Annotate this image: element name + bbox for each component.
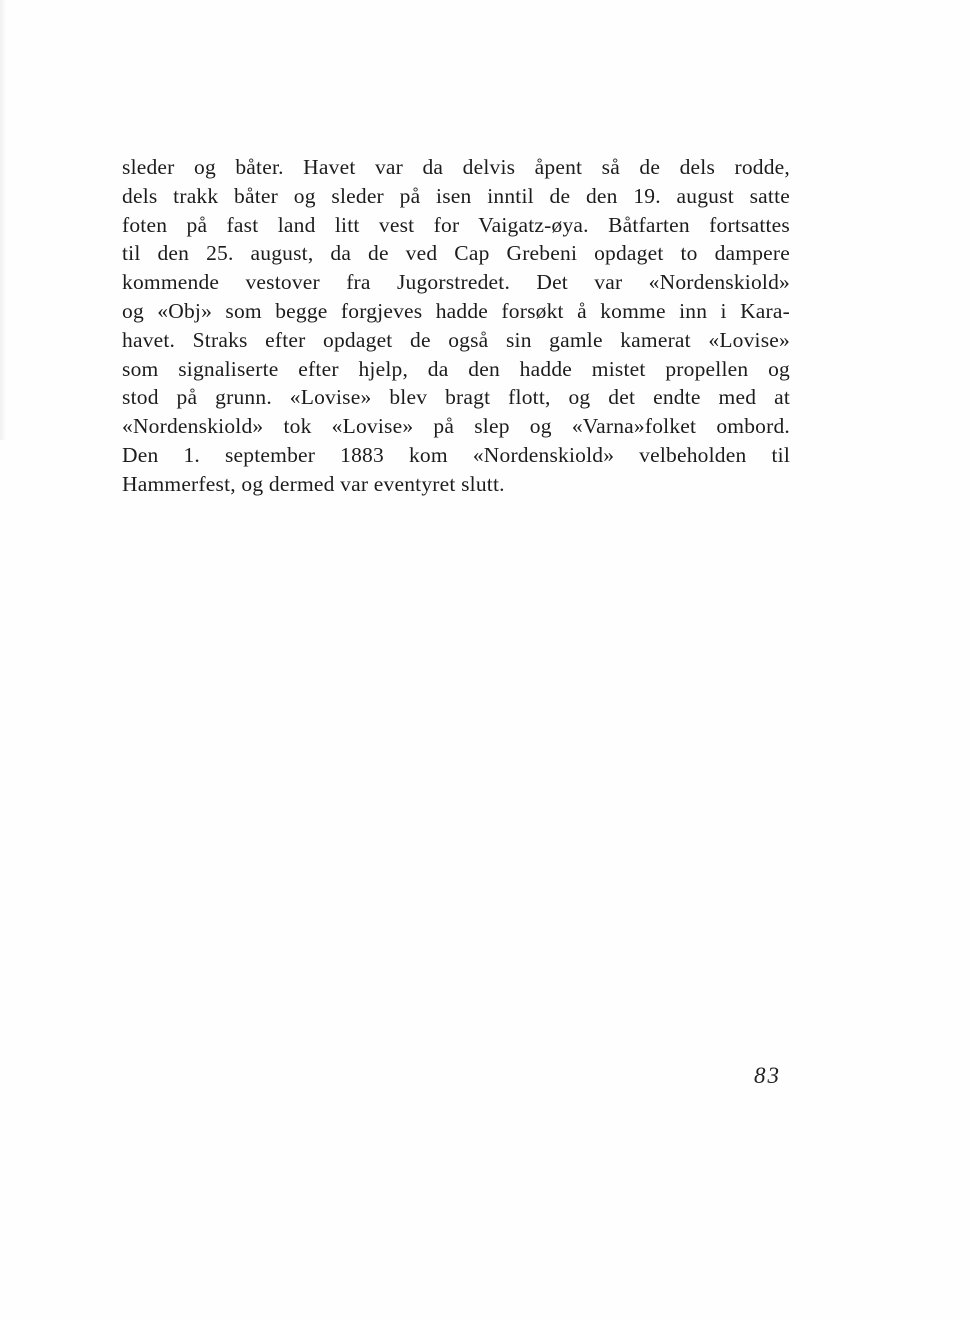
body-text-line: Den 1. september 1883 kom «Nordenskiold» velbeholden til xyxy=(122,442,790,467)
body-text-line: til den 25. august, da de ved Cap Grebeni opdaget to dampere xyxy=(122,241,790,266)
body-text-paragraph xyxy=(122,153,790,499)
body-text-line: stod på grunn. «Lovise» blev bragt flott, og det endte med at xyxy=(122,385,790,410)
body-text-line: sleder og båter. Havet var da delvis åpent så de dels rodde, xyxy=(122,155,790,179)
body-text-line: Hammerfest, og dermed var eventyret slutt. xyxy=(122,471,505,496)
body-text-line: «Nordenskiold» tok «Lovise» på slep og «Varna»folket ombord. xyxy=(122,414,790,439)
body-text-line: foten på fast land litt vest for Vaigatz-øya. Båtfarten fortsattes xyxy=(122,212,790,237)
page-number: 83 xyxy=(754,1063,781,1088)
body-text-line: som signaliserte efter hjelp, da den hadde mistet propellen og xyxy=(122,356,790,381)
body-text-line: dels trakk båter og sleder på isen inntil de den 19. august satte xyxy=(122,183,790,208)
scan-edge-artifact xyxy=(0,0,6,440)
body-text-line: og «Obj» som begge forgjeves hadde forsøkt å komme inn i Kara- xyxy=(122,298,790,323)
body-text-line: kommende vestover fra Jugorstredet. Det var «Nordenskiold» xyxy=(122,270,790,295)
body-text-line: havet. Straks efter opdaget de også sin gamle kamerat «Lovise» xyxy=(122,327,790,352)
